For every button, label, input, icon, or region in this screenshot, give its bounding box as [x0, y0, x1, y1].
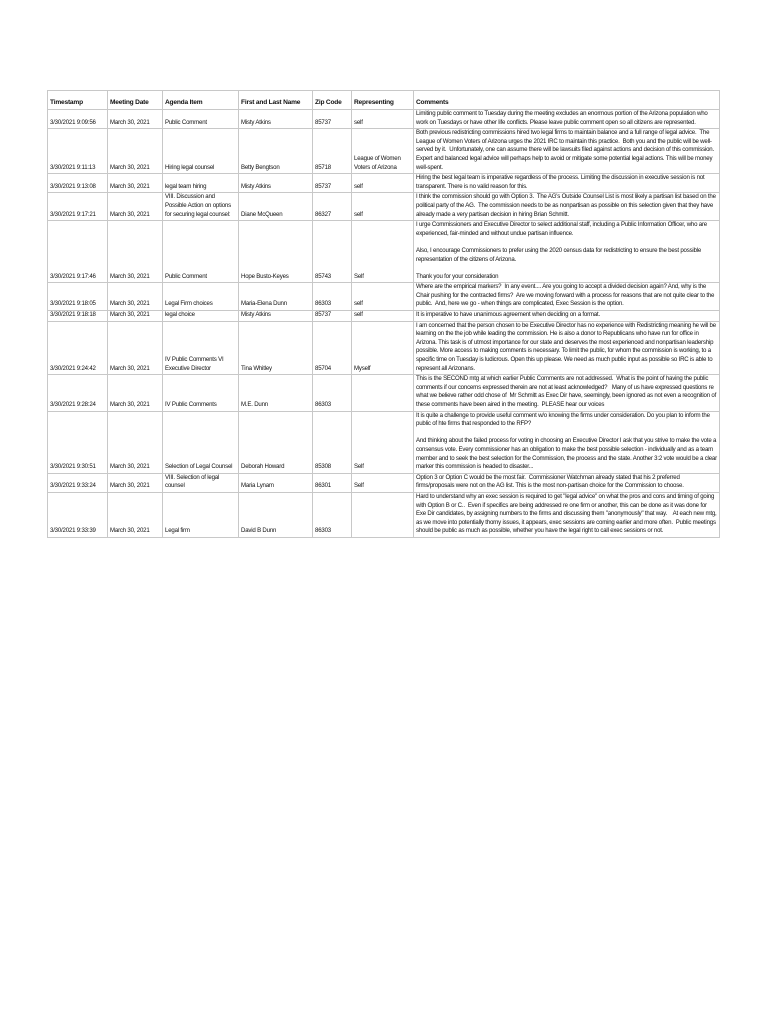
cell-meeting-date: March 30, 2021 [108, 411, 163, 473]
header-representing: Representing [352, 91, 414, 110]
cell-zip-code: 85743 [313, 221, 352, 283]
cell-zip-code: 85308 [313, 411, 352, 473]
cell-comments: It is quite a challenge to provide useful comment w/o knowing the firms under consideration. Do you plan to inform the public of hte firms that responded to the RFP? And thinking about the failed process for voting in choosing an Executive Director I ask that you strive to make the vote a consensus vote. Every commissioner has an obligation to make the best possible selection - individually and as a team member and to seek the best selection for the Commission, the process and the state. Another 3:2 vote would be a clear marker this commission is headed to disaster... [414, 411, 720, 473]
cell-comments: This is the SECOND mtg at which earlier Public Comments are not addressed. What is the point of having the public comments if our concerns expressed therein are not at least acknowledged? Many of us have expressed questions re what we believe rather odd chose of Mr Schmitt as Exec Dir have, seemingly, been ignored as not even a recognition of these comments have been aired in the meeting. PLEASE hear our voices [414, 375, 720, 411]
table-row [48, 411, 720, 473]
cell-meeting-date: March 30, 2021 [108, 375, 163, 411]
cell-name: Misty Atkins [239, 174, 313, 193]
cell-timestamp: 3/30/2021 9:17:21 [48, 193, 108, 221]
cell-representing: Myself [352, 321, 414, 375]
cell-representing: Self [352, 411, 414, 473]
table-row [48, 311, 720, 322]
cell-representing [352, 375, 414, 411]
cell-meeting-date: March 30, 2021 [108, 492, 163, 537]
cell-zip-code: 85704 [313, 321, 352, 375]
cell-comments: I think the commission should go with Option 3. The AG's Outside Counsel List is most likely a partisan list based on the political party of the AG. The commission needs to be as nonpartisan as possible on this selection given that they have already made a very partisan decision in hiring Brian Schmitt. [414, 193, 720, 221]
cell-meeting-date: March 30, 2021 [108, 193, 163, 221]
header-row [48, 91, 720, 110]
header-meeting-date: Meeting Date [108, 91, 163, 110]
table-row [48, 375, 720, 411]
cell-zip-code: 86301 [313, 473, 352, 492]
cell-name: Maria Lynam [239, 473, 313, 492]
cell-representing: self [352, 110, 414, 129]
cell-comments: Limiting public comment to Tuesday during the meeting excludes an enormous portion of the Arizona population who work on Tuesdays or have other life conflicts. Please leave public comment open so all citizens are represented. [414, 110, 720, 129]
cell-meeting-date: March 30, 2021 [108, 283, 163, 311]
cell-comments: It is imperative to have unanimous agreement when deciding on a format. [414, 311, 720, 322]
cell-meeting-date: March 30, 2021 [108, 129, 163, 174]
cell-name: Tina Whitley [239, 321, 313, 375]
cell-representing: League of Women Voters of Arizona [352, 129, 414, 174]
spreadsheet [47, 90, 719, 538]
cell-comments: I am concerned that the person chosen to be Executive Director has no experience with Redistricting meaning he will be learning on the the job while leading the commission. He is also a donor to Republicans who have run for office in Arizona. This task is of utmost importance for our state and deserves the most experienced and nonpartisan leadership possible. More access to making comments is necessary. To limit the public, for whom the commission is working, to a specific time on Tuesday is ludicrous. Open this up please. We need as much public input as possible so IRC is able to represent all Arizonans. [414, 321, 720, 375]
cell-comments: Hiring the best legal team is imperative regardless of the process. Limiting the discussion in executive session is not transparent. There is no valid reason for this. [414, 174, 720, 193]
header-zip-code: Zip Code [313, 91, 352, 110]
cell-agenda-item: Legal Firm choices [163, 283, 239, 311]
cell-zip-code: 85718 [313, 129, 352, 174]
cell-agenda-item: VIII. Discussion and Possible Action on options for securing legal counsel: [163, 193, 239, 221]
cell-name: Hope Busto-Keyes [239, 221, 313, 283]
cell-comments: Both previous redistricting commissions hired two legal firms to maintain balance and a full range of legal advice. The League of Women Voters of Arizona urges the 2021 IRC to maintain this practice. Both you and the public will be well-served by it. Unfortunately, one can assume there will be lawsuits filed against actions and decision of this commission. Expert and balanced legal advice will perhaps help to avoid or mitigate some potential legal actions. This will be money well-spent. [414, 129, 720, 174]
table-row [48, 221, 720, 283]
table-row [48, 174, 720, 193]
table-row [48, 193, 720, 221]
cell-zip-code: 86303 [313, 375, 352, 411]
cell-timestamp: 3/30/2021 9:30:51 [48, 411, 108, 473]
header-timestamp: Timestamp [48, 91, 108, 110]
cell-timestamp: 3/30/2021 9:18:05 [48, 283, 108, 311]
cell-agenda-item: legal choice [163, 311, 239, 322]
cell-representing: Self [352, 221, 414, 283]
cell-agenda-item: Public Comment [163, 110, 239, 129]
cell-agenda-item: IV Public Comments VI Executive Director [163, 321, 239, 375]
cell-timestamp: 3/30/2021 9:17:46 [48, 221, 108, 283]
cell-name: David B Dunn [239, 492, 313, 537]
cell-representing [352, 492, 414, 537]
cell-meeting-date: March 30, 2021 [108, 473, 163, 492]
cell-timestamp: 3/30/2021 9:13:08 [48, 174, 108, 193]
cell-name: Betty Bengtson [239, 129, 313, 174]
cell-zip-code: 86327 [313, 193, 352, 221]
cell-representing: Self [352, 473, 414, 492]
cell-agenda-item: IV Public Comments [163, 375, 239, 411]
cell-name: M.E. Dunn [239, 375, 313, 411]
cell-meeting-date: March 30, 2021 [108, 321, 163, 375]
cell-zip-code: 86303 [313, 492, 352, 537]
cell-name: Diane McQueen [239, 193, 313, 221]
table-row [48, 492, 720, 537]
table-row [48, 283, 720, 311]
cell-zip-code: 85737 [313, 110, 352, 129]
cell-representing: self [352, 174, 414, 193]
table-row [48, 110, 720, 129]
cell-comments: I urge Commissioners and Executive Director to select additional staff, including a Public Information Officer, who are experienced, fair-minded and without undue partisan influence. Also, I encourage Commissioners to prefer using the 2020 census data for redistricting to ensure the best possible representation of the citizens of Arizona. Thank you for your consideration [414, 221, 720, 283]
comments-table [47, 90, 720, 538]
table-row [48, 473, 720, 492]
table-row [48, 321, 720, 375]
cell-representing: self [352, 193, 414, 221]
cell-meeting-date: March 30, 2021 [108, 110, 163, 129]
cell-timestamp: 3/30/2021 9:24:42 [48, 321, 108, 375]
cell-agenda-item: Hiring legal counsel [163, 129, 239, 174]
cell-zip-code: 85737 [313, 311, 352, 322]
cell-comments: Hard to understand why an exec session is required to get "legal advice" on what the pros and cons and timing of going with Option B or C.. Even if specifics are being addressed re one firm or another, this can be done as it was done for Exe Dir candidates, by assigning numbers to the firms and discussing them "anonymously" that way. At each new mtg, as we move into potentially thorny issues, it appears, exec sessions are coming earlier and more often. Public meetings should be public as much as possible, whether you have the legal right to call exec sessions or not. [414, 492, 720, 537]
cell-zip-code: 85737 [313, 174, 352, 193]
table-row [48, 129, 720, 174]
cell-meeting-date: March 30, 2021 [108, 221, 163, 283]
cell-agenda-item: Legal firm [163, 492, 239, 537]
cell-zip-code: 86303 [313, 283, 352, 311]
header-name: First and Last Name [239, 91, 313, 110]
cell-representing: self [352, 311, 414, 322]
cell-meeting-date: March 30, 2021 [108, 174, 163, 193]
header-comments: Comments [414, 91, 720, 110]
cell-timestamp: 3/30/2021 9:09:56 [48, 110, 108, 129]
cell-agenda-item: Selection of Legal Counsel [163, 411, 239, 473]
cell-name: Misty Atkins [239, 110, 313, 129]
cell-name: Maria-Elena Dunn [239, 283, 313, 311]
cell-name: Deborah Howard [239, 411, 313, 473]
cell-timestamp: 3/30/2021 9:33:39 [48, 492, 108, 537]
cell-comments: Where are the empirical markers? In any event.... Are you going to accept a divided decision again? And, why is the Chair pushing for the contracted firms? Are we moving forward with a process for reasons that are not quite clear to the public. And, here we go - when things are complicated, Exec Session is the option. [414, 283, 720, 311]
cell-comments: Option 3 or Option C would be the most fair. Commissioner Watchman already stated that his 2 preferred firms/proposals were not on the AG list. This is the most non-partisan choice for the Commission to choose. [414, 473, 720, 492]
cell-agenda-item: VIII. Selection of legal counsel [163, 473, 239, 492]
cell-timestamp: 3/30/2021 9:33:24 [48, 473, 108, 492]
cell-name: Misty Atkins [239, 311, 313, 322]
cell-meeting-date: March 30, 2021 [108, 311, 163, 322]
cell-agenda-item: legal team hiring [163, 174, 239, 193]
header-agenda-item: Agenda Item [163, 91, 239, 110]
cell-agenda-item: Public Comment [163, 221, 239, 283]
cell-timestamp: 3/30/2021 9:28:24 [48, 375, 108, 411]
cell-timestamp: 3/30/2021 9:18:18 [48, 311, 108, 322]
cell-timestamp: 3/30/2021 9:11:13 [48, 129, 108, 174]
cell-representing: self [352, 283, 414, 311]
